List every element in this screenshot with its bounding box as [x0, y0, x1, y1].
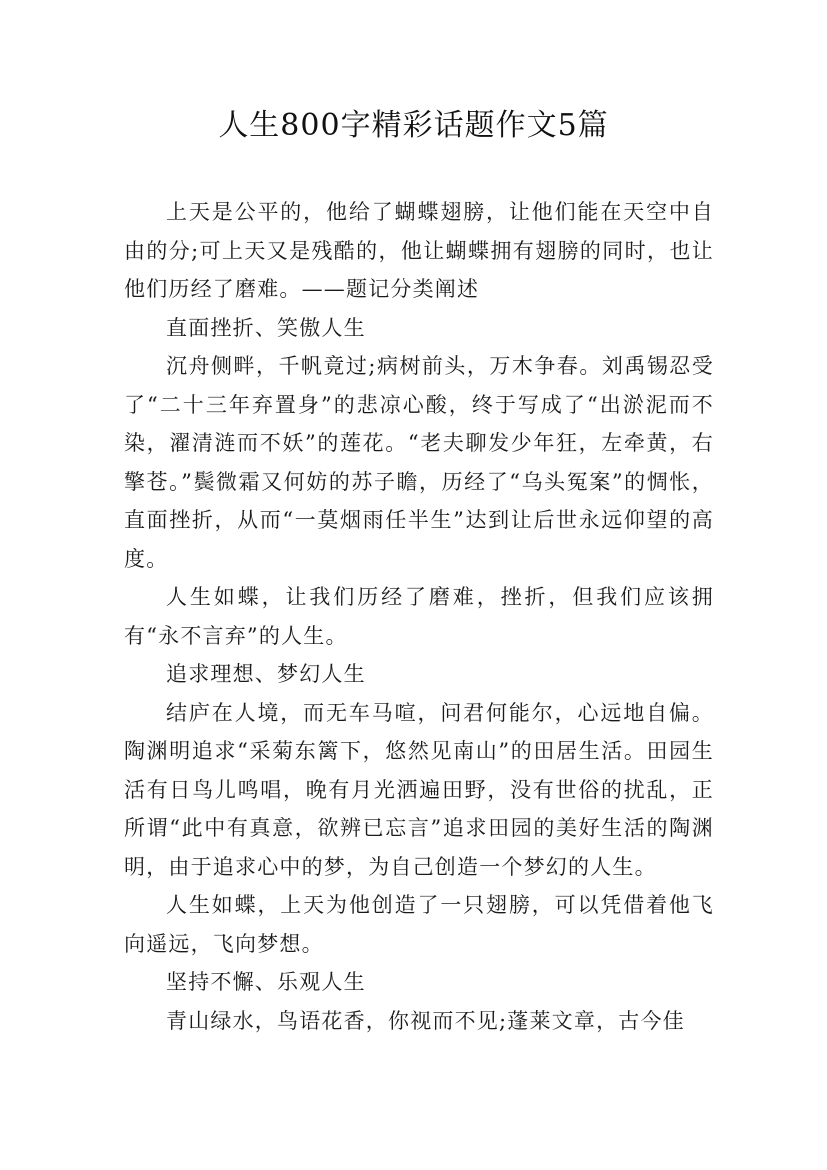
paragraph-epigraph: 上天是公平的，他给了蝴蝶翅膀，让他们能在天空中自由的分;可上天又是残酷的，他让蝴蝶拥有翅膀的同时，也让他们历经了磨难。——题记分类阐述	[124, 200, 714, 301]
paragraph-green-mountains: 青山绿水，鸟语花香，你视而不见;蓬莱文章，古今佳	[166, 1008, 685, 1033]
paragraph-tao-yuanming: 结庐在人境，而无车马喧，问君何能尔，心远地自偏。陶渊明追求“采菊东篱下，悠然见南山”的田居生活。田园生活有日鸟儿鸣唱，晚有月光洒遍田野，没有世俗的扰乱，正所谓“此中有真意，欲辨已忘言”追求田园的美好生活的陶渊明，由于追求心中的梦，为自己创造一个梦幻的人生。	[124, 700, 714, 879]
paragraph-butterfly-wing: 人生如蝶，上天为他创造了一只翅膀，可以凭借着他飞向遥远，飞向梦想。	[124, 893, 714, 956]
section-heading-pursue-ideals: 追求理想、梦幻人生	[166, 662, 366, 686]
section-heading-face-setbacks: 直面挫折、笑傲人生	[166, 315, 366, 340]
document-body	[124, 193, 714, 1040]
paragraph-liu-su: 沉舟侧畔，千帆竟过;病树前头，万木争春。刘禹锡忍受了“二十三年弃置身”的悲凉心酸，终于写成了“出淤泥而不染，濯清涟而不妖”的莲花。“老夫聊发少年狂，左牵黄，右擎苍。”鬓微霜又何妨的苏子瞻，历经了“乌头冤案”的惆怅，直面挫折，从而“一莫烟雨任半生”达到让后世永远仰望的高度。	[124, 354, 714, 571]
document-title: 人生800字精彩话题作文5篇	[218, 108, 609, 143]
paragraph-butterfly-hardship: 人生如蝶，让我们历经了磨难，挫折，但我们应该拥有“永不言弃”的人生。	[124, 585, 714, 648]
section-heading-persevere: 坚持不懈、乐观人生	[166, 970, 366, 994]
